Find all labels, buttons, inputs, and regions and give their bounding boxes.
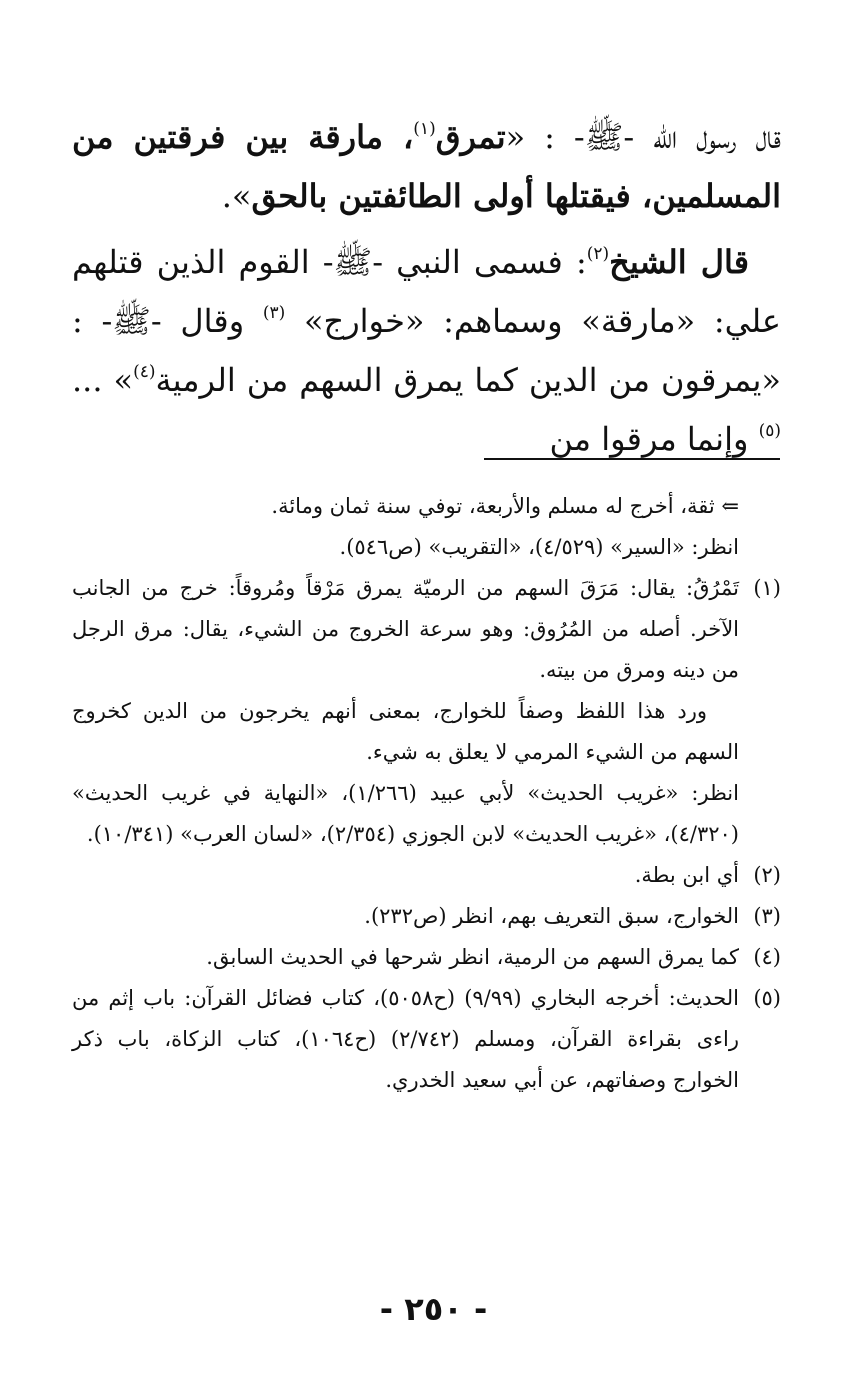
commentary-paragraph — [72, 233, 781, 469]
footnote-1 — [72, 568, 781, 855]
carryover-line-2: انظر: «السير» (٤/٥٢٩)، «التقريب» (ص٥٤٦). — [339, 535, 739, 559]
footnote-ref-1[interactable]: (١) — [413, 119, 436, 139]
footnote-1-para2: ورد هذا اللفظ وصفاً للخوارج، بمعنى أنهم يخرجون من الدين كخروج السهم من الشيء المرمي لا يعلق به شيء. — [72, 699, 739, 764]
footnote-2-number: (٢) — [753, 863, 781, 887]
commentary-text-c: » ... — [72, 361, 134, 399]
footnote-ref-4[interactable]: (٤) — [133, 362, 156, 382]
footnote-1-text: تَمْرُقُ: يقال: مَرَقَ السهم من الرميّة يمرق مَرْقاً ومُروقاً: خرج من الجانب الآخر. أصله من المُرُوق: وهو سرعة الخروج من الشيء، يقال: مرق الرجل من دينه ومرق من بيته. — [72, 576, 739, 682]
footnote-5 — [72, 978, 781, 1101]
footnote-3-text: الخوارج، سبق التعريف بهم، انظر (ص٢٣٢). — [364, 904, 739, 928]
hadith-keyword: تمرق — [435, 118, 506, 156]
footnote-5-text: الحديث: أخرجه البخاري (٩/٩٩) (ح٥٠٥٨)، كتاب فضائل القرآن: باب إثم من راءى بقراءة القرآن، ومسلم (٢/٧٤٢) (ح١٠٦٤)، كتاب الزكاة، باب ذكر الخوارج وصفاتهم، عن أبي سعيد الخدري. — [72, 986, 739, 1092]
footnote-separator — [484, 458, 780, 460]
footnote-1-number: (١) — [753, 576, 781, 600]
footnote-3-number: (٣) — [753, 904, 781, 928]
footnote-4-text: كما يمرق السهم من الرمية، انظر شرحها في الحديث السابق. — [206, 945, 739, 969]
footnote-4-number: (٤) — [753, 945, 781, 969]
footnotes — [72, 486, 781, 1101]
footnote-1-para3: انظر: «غريب الحديث» لأبي عبيد (١/٢٦٦)، «النهاية في غريب الحديث» (٤/٣٢٠)، «غريب الحديث» لابن الجوزي (٢/٣٥٤)، «لسان العرب» (١٠/٣٤١). — [72, 781, 739, 846]
hadith-text: ، مارقة بين فرقتين من المسلمين، فيقتلها أولى الطائفتين بالحق — [72, 118, 781, 215]
footnote-ref-5[interactable]: (٥) — [758, 421, 781, 441]
footnote-ref-2[interactable]: (٢) — [586, 244, 610, 264]
footnote-5-number: (٥) — [753, 986, 781, 1010]
main-text — [72, 108, 781, 469]
hadith-close: ». — [221, 177, 252, 215]
footnote-3 — [72, 896, 781, 937]
sheikh-heading: قال الشيخ — [609, 243, 750, 281]
hadith-intro: قال رسول اللّه -ﷺ- : « — [505, 118, 782, 156]
commentary-text-a: : فسمى النبي -ﷺ- القوم الذين قتلهم علي: «مارقة» وسماهم: «خوارج» — [72, 243, 782, 340]
footnote-2-text: أي ابن بطة. — [634, 863, 739, 887]
footnote-ref-3[interactable]: (٣) — [262, 303, 286, 323]
footnote-4 — [72, 937, 781, 978]
carryover-line-1: ⇐ ثقة، أخرج له مسلم والأربعة، توفي سنة ثمان ومائة. — [271, 494, 739, 518]
commentary-text-d: وإنما مرقوا من — [549, 420, 749, 458]
commentary-text-b: وقال -ﷺ- : «يمرقون من الدين كما يمرق السهم من الرمية — [72, 302, 782, 399]
page-number: - ٢٥٠ - — [379, 1290, 488, 1328]
footnote-carryover — [72, 486, 781, 568]
hadith-paragraph — [72, 108, 781, 226]
footnote-2 — [72, 855, 781, 896]
